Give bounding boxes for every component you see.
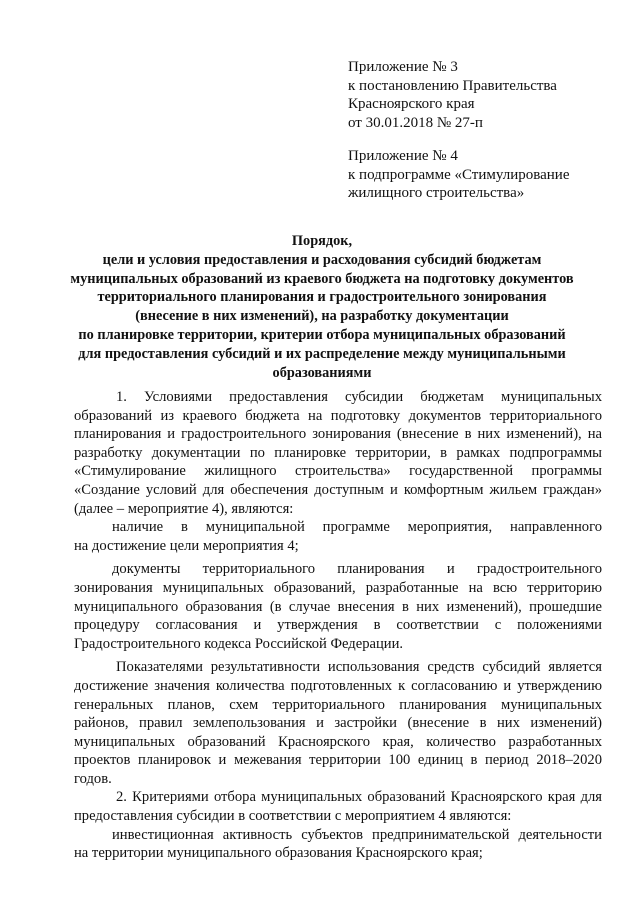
appendix-4-line: Приложение № 4 (348, 148, 458, 164)
text-line: 1. Условиями предоставления субсидии бюджетам муниципальных (116, 389, 602, 405)
title-line: для предоставления субсидий и их распределение между муниципальными (78, 345, 566, 362)
appendix-4-line: к подпрограмме «Стимулирование (348, 166, 570, 183)
title-line: территориального планирования и градостроительного зонирования (97, 289, 547, 306)
text-line: планирования и градостроительного зонирования (внесение в них изменений), на (74, 426, 602, 443)
document-body (74, 388, 602, 863)
text-line: образований из краевого бюджета на подготовку документов территориального (74, 407, 602, 424)
paragraph-program-item (74, 518, 602, 555)
title-line: по планировке территории, критерии отбора муниципальных образований (78, 326, 566, 343)
text-line: наличие в муниципальной программе мероприятия, направленного (112, 519, 602, 536)
title-line: (внесение в них изменений), на разработку документации (135, 308, 509, 325)
appendix-3-line: от 30.01.2018 № 27-п (348, 114, 483, 131)
text-line: муниципальных образований Красноярского края, количество разработанных (74, 733, 602, 750)
text-line: 2. Критериями отбора муниципальных образований Красноярского края для (116, 789, 602, 806)
text-line: «Создание условий для обеспечения доступным и комфортным жильем граждан» (74, 481, 602, 498)
document-title (62, 232, 582, 382)
text-line: на достижение цели мероприятия 4; (74, 537, 299, 554)
paragraph-indicators (74, 658, 602, 788)
paragraph-investment-item (74, 826, 602, 863)
text-line: предоставления субсидии в соответствии с мероприятием 4 являются: (74, 808, 512, 825)
text-line: (далее – мероприятие 4), являются: (74, 500, 294, 517)
text-line: достижение значения количества подготовленных к согласованию и утверждению (74, 677, 602, 694)
text-line: процедуру согласования и утверждения в соответствии с положениями (74, 617, 602, 634)
text-line: зонирования муниципальных образований, разработанные на всю территорию (74, 579, 602, 596)
title-line: цели и условия предоставления и расходования субсидий бюджетам (102, 251, 542, 268)
text-line: Градостроительного кодекса Российской Федерации. (74, 635, 404, 652)
text-line: документы территориального планирования и градостроительного (112, 561, 602, 578)
text-line: проектов планировок и межевания территории 100 единиц в период 2018–2020 (74, 752, 602, 769)
text-line: разработку документации по планировке территории, в рамках подпрограммы (74, 444, 602, 461)
appendix-4-block (348, 147, 569, 203)
appendix-3-block (348, 58, 557, 132)
text-line: «Стимулирование жилищного строительства» государственной программы (74, 463, 602, 480)
title-line: Порядок, (291, 233, 353, 249)
text-line: генеральных планов, схем территориального планирования муниципальных (74, 696, 602, 713)
text-line: Показателями результативности использования средств субсидий является (116, 659, 602, 676)
appendix-3-line: Красноярского края (348, 96, 475, 112)
paragraph-criteria (74, 788, 602, 825)
paragraph-documents-item (74, 560, 602, 653)
text-line: инвестиционная активность субъектов предпринимательской деятельности (112, 826, 602, 843)
appendix-3-line: к постановлению Правительства (348, 77, 557, 94)
title-line: образованиями (272, 364, 372, 381)
title-line: муниципальных образований из краевого бюджета на подготовку документов (70, 270, 574, 287)
text-line: районов, правил землепользования и застройки (внесение в них изменений) (74, 715, 602, 732)
text-line: муниципального образования (в случае внесения в них изменений), прошедшие (74, 598, 602, 615)
text-line: годов. (74, 770, 112, 787)
appendix-3-line: Приложение № 3 (348, 59, 458, 75)
appendix-4-line: жилищного строительства» (348, 185, 525, 201)
text-line: на территории муниципального образования Красноярского края; (74, 845, 483, 862)
paragraph-conditions (74, 388, 602, 518)
